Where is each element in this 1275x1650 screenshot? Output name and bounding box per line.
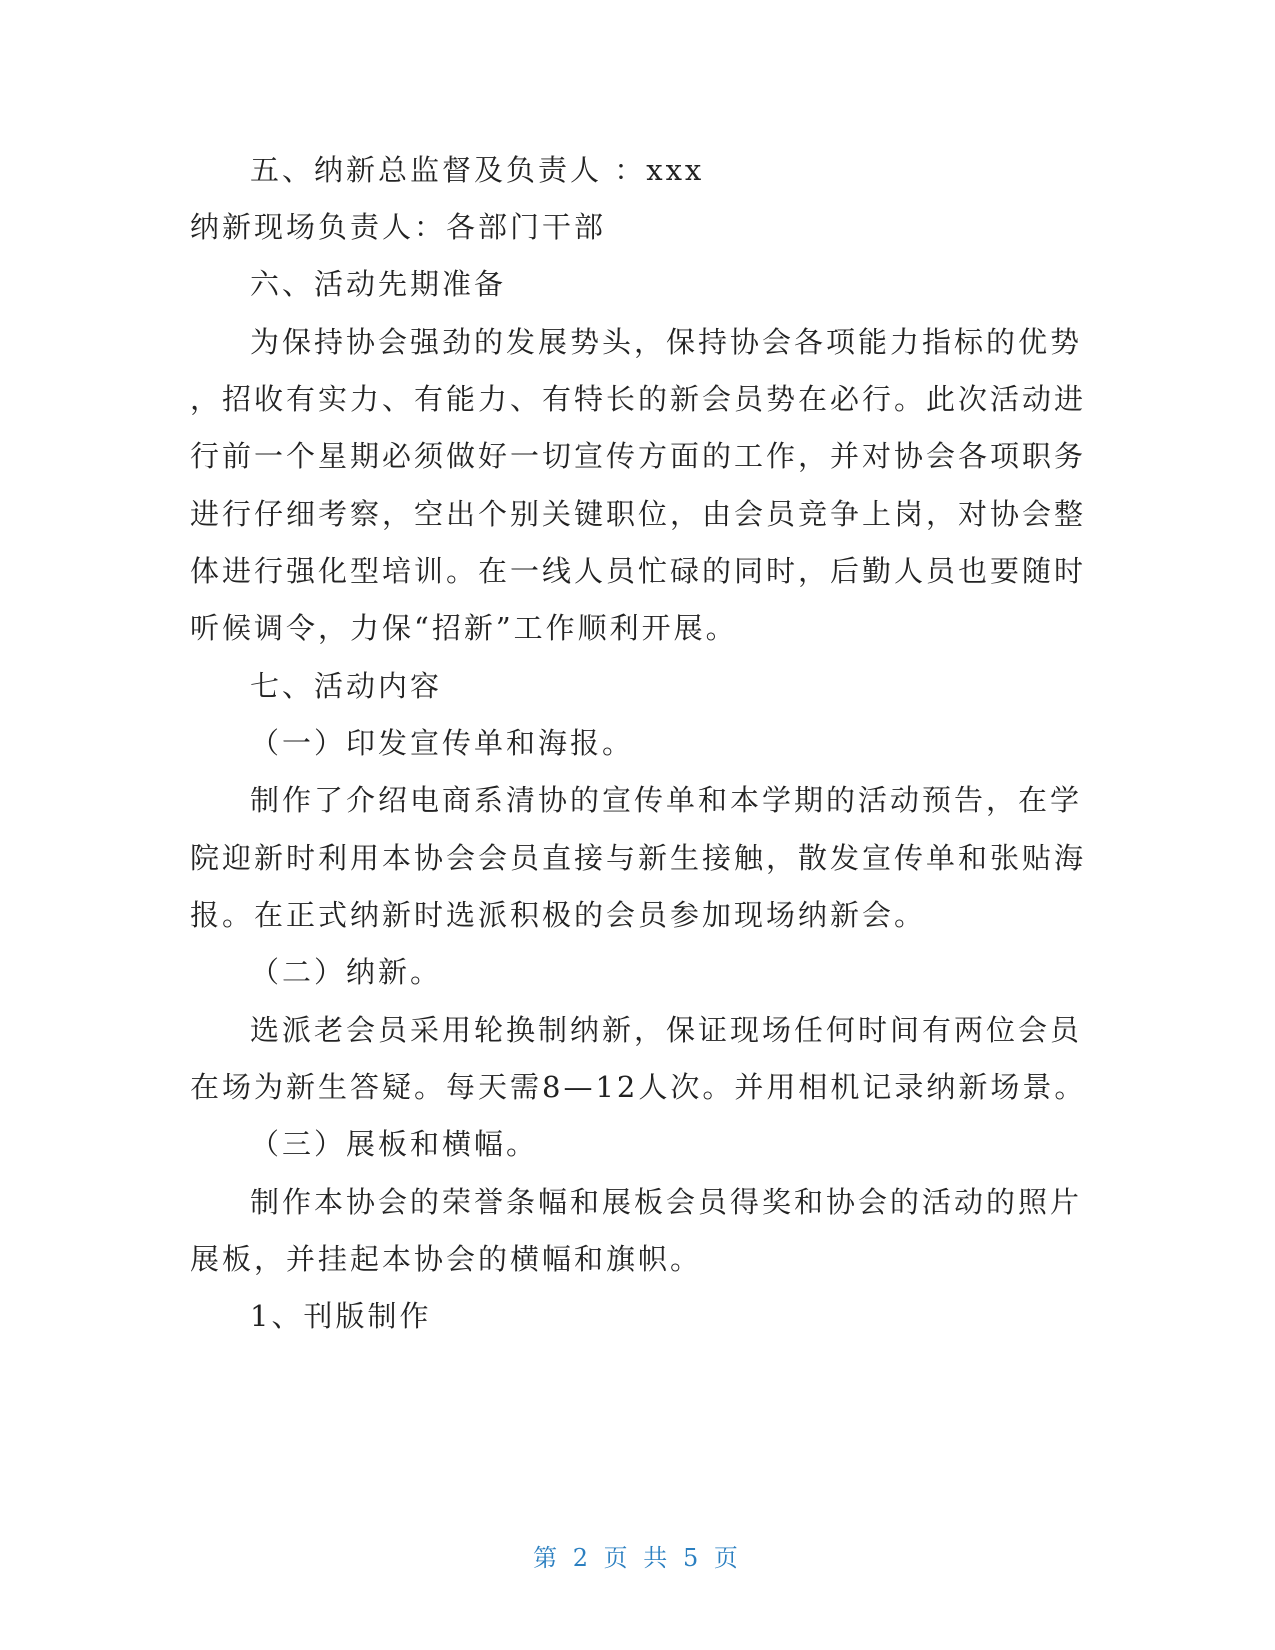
paragraph-line: 在场为新生答疑。每天需8—12人次。并用相机记录纳新场景。 bbox=[190, 1070, 1087, 1104]
subsection-heading-3: （三）展板和横幅。 bbox=[250, 1127, 539, 1161]
paragraph-line: 院迎新时利用本协会会员直接与新生接触，散发宣传单和张贴海 bbox=[190, 841, 1087, 875]
paragraph-line: ，招收有实力、有能力、有特长的新会员势在必行。此次活动进 bbox=[190, 382, 1087, 416]
paragraph-line: 行前一个星期必须做好一切宣传方面的工作，并对协会各项职务 bbox=[190, 439, 1087, 473]
paragraph-line: 制作了介绍电商系清协的宣传单和本学期的活动预告，在学 bbox=[250, 783, 1083, 817]
page-number-footer: 第 2 页 共 5 页 bbox=[533, 1544, 742, 1572]
subsection-heading-1: （一）印发宣传单和海报。 bbox=[250, 726, 635, 760]
paragraph-line: 进行仔细考察，空出个别关键职位，由会员竞争上岗，对协会整 bbox=[190, 497, 1087, 531]
paragraph-line: 展板，并挂起本协会的横幅和旗帜。 bbox=[190, 1242, 703, 1276]
section-heading-5: 五、纳新总监督及负责人 ：xxx bbox=[250, 153, 705, 187]
paragraph-line: 体进行强化型培训。在一线人员忙碌的同时，后勤人员也要随时 bbox=[190, 554, 1087, 588]
paragraph-line: 听候调令，力保“招新”工作顺利开展。 bbox=[190, 611, 738, 645]
list-item-heading: 1、刊版制作 bbox=[250, 1299, 432, 1333]
paragraph-line: 报。在正式纳新时选派积极的会员参加现场纳新会。 bbox=[190, 898, 927, 932]
section-heading-7: 七、活动内容 bbox=[250, 669, 443, 703]
section-heading-6: 六、活动先期准备 bbox=[250, 267, 507, 301]
text-line: 纳新现场负责人：各部门干部 bbox=[190, 210, 607, 244]
paragraph-line: 为保持协会强劲的发展势头，保持协会各项能力指标的优势 bbox=[250, 325, 1083, 359]
paragraph-line: 制作本协会的荣誉条幅和展板会员得奖和协会的活动的照片 bbox=[250, 1185, 1083, 1219]
paragraph-line: 选派老会员采用轮换制纳新，保证现场任何时间有两位会员 bbox=[250, 1013, 1083, 1047]
subsection-heading-2: （二）纳新。 bbox=[250, 955, 443, 989]
